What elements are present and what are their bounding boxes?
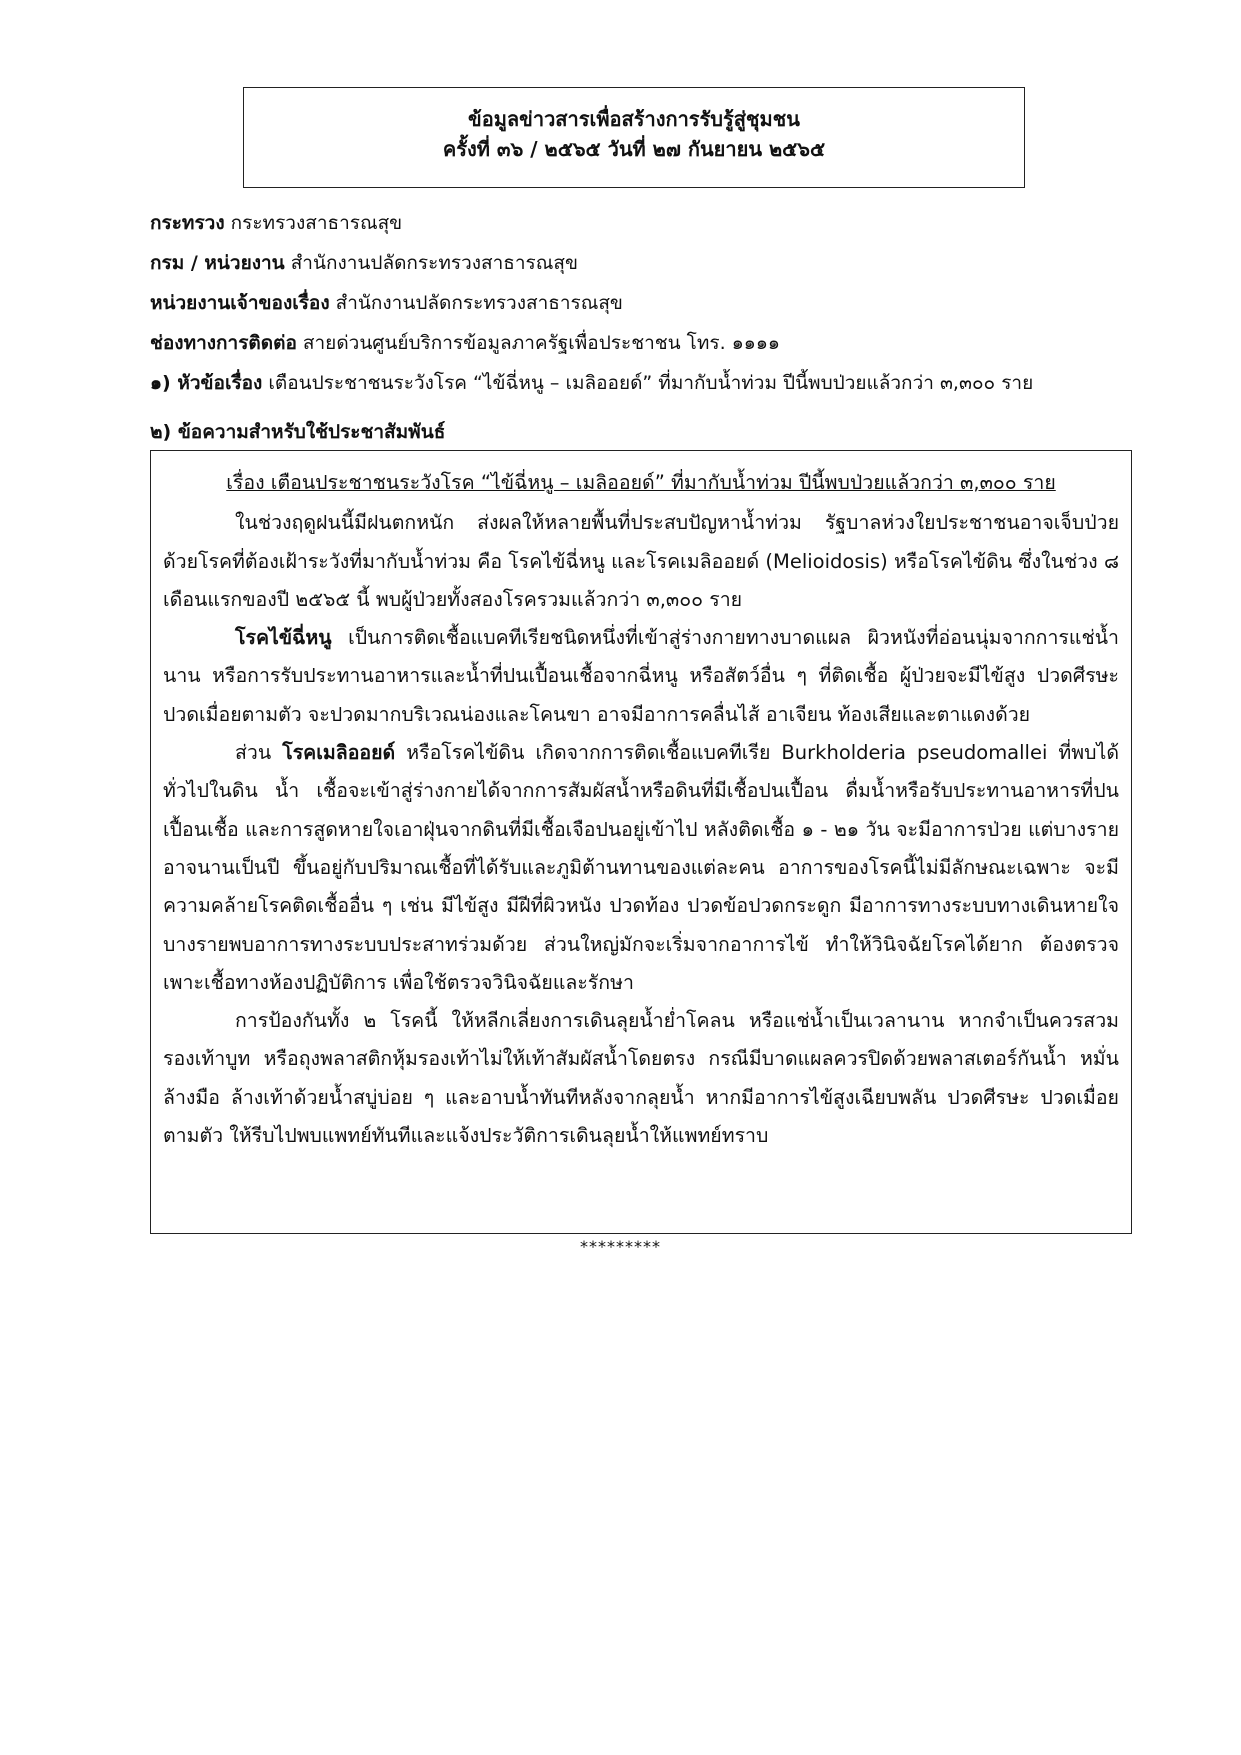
meta-contact-label: ช่องทางการติดต่อ [150, 332, 297, 354]
meta-owner-value: สำนักงานปลัดกระทรวงสาธารณสุข [329, 292, 623, 314]
meta-ministry-label: กระทรวง [150, 212, 225, 234]
meta-ministry [150, 203, 1130, 243]
paragraph-prevention: การป้องกันทั้ง ๒ โรคนี้ ให้หลีกเลี่ยงการเดินลุยน้ำย่ำโคลน หรือแช่น้ำเป็นเวลานาน หากจำเป็นควรสวมรองเท้าบูท หรือถุงพลาสติกหุ้มรองเท้าไม่ให้เท้าสัมผัสน้ำโดยตรง กรณีมีบาดแผลควรปิดด้วยพลาสเตอร์กันน้ำ หมั่นล้างมือ ล้างเท้าด้วยน้ำสบู่บ่อย ๆ และอาบน้ำทันทีหลังจากลุยน้ำ หากมีอาการไข้สูงเฉียบพลัน ปวดศีรษะ ปวดเมื่อยตามตัว ให้รีบไปพบแพทย์ทันทีและแจ้งประวัติการเดินลุยน้ำให้แพทย์ทราบ [163, 1009, 1119, 1148]
meta-owner-label: หน่วยงานเจ้าของเรื่อง [150, 292, 330, 314]
section-topic [150, 368, 1140, 398]
pr-content-title: เรื่อง เตือนประชาชนระวังโรค “ไข้ฉี่หนู – เมลิออยด์” ที่มากับน้ำท่วม ปีนี้พบป่วยแล้วกว่า ๓,๓๐๐ ราย [226, 471, 1056, 494]
pr-content-box [150, 450, 1132, 1234]
paragraph-leptospirosis [163, 619, 1119, 734]
paragraph-intro: ในช่วงฤดูฝนนี้มีฝนตกหนัก ส่งผลให้หลายพื้นที่ประสบปัญหาน้ำท่วม รัฐบาลห่วงใยประชาชนอาจเจ็บป่วยด้วยโรคที่ต้องเฝ้าระวังที่มากับน้ำท่วม คือ โรคไข้ฉี่หนู และโรคเมลิออยด์ (Melioidosis) หรือโรคไข้ดิน ซึ่งในช่วง ๘ เดือนแรกของปี ๒๕๖๕ นี้ พบผู้ป่วยทั้งสองโรครวมแล้วกว่า ๓,๓๐๐ ราย [163, 511, 1119, 611]
meta-ministry-value: กระทรวงสาธารณสุข [224, 212, 403, 234]
header-title: ข้อมูลข่าวสารเพื่อสร้างการรับรู้สู่ชุมชน [468, 107, 800, 131]
section-topic-label: ๑) หัวข้อเรื่อง [150, 372, 263, 394]
meta-contact [150, 323, 1130, 363]
end-marker: ********* [580, 1237, 661, 1256]
header-box [243, 87, 1025, 188]
melioidosis-term: โรคเมลิออยด์ [282, 741, 396, 765]
meta-block [150, 203, 1130, 363]
meta-department [150, 243, 1130, 283]
melioidosis-text: หรือโรคไข้ดิน เกิดจากการติดเชื้อแบคทีเรีย Burkholderia pseudomallei ที่พบได้ทั่วไปในดิน น้ำ เชื้อจะเข้าสู่ร่างกายได้จากการสัมผัสน้ำหรือดินที่มีเชื้อปนเปื้อน ดื่มน้ำหรือรับประทานอาหารที่ปนเปื้อนเชื้อ และการสูดหายใจเอาฝุ่นจากดินที่มีเชื้อเจือปนอยู่เข้าไป หลังติดเชื้อ ๑ - ๒๑ วัน จะมีอาการป่วย แต่บางรายอาจนานเป็นปี ขึ้นอยู่กับปริมาณเชื้อที่ได้รับและภูมิต้านทานของแต่ละคน อาการของโรคนี้ไม่มีลักษณะเฉพาะ จะมีความคล้ายโรคติดเชื้ออื่น ๆ เช่น มีไข้สูง มีฝีที่ผิวหนัง ปวดท้อง ปวดข้อปวดกระดูก มีอาการทางระบบทางเดินหายใจ บางรายพบอาการทางระบบประสาทร่วมด้วย ส่วนใหญ่มักจะเริ่มจากอาการไข้ ทำให้วินิจฉัยโรคได้ยาก ต้องตรวจเพาะเชื้อทางห้องปฏิบัติการ เพื่อใช้ตรวจวินิจฉัยและรักษา [163, 741, 1119, 994]
section-topic-value: เตือนประชาชนระวังโรค “ไข้ฉี่หนู – เมลิออยด์” ที่มากับน้ำท่วม ปีนี้พบป่วยแล้วกว่า ๓,๓๐๐ ราย [262, 372, 1034, 394]
section-pr-heading: ๒) ข้อความสำหรับใช้ประชาสัมพันธ์ [150, 421, 446, 443]
meta-department-label: กรม / หน่วยงาน [150, 252, 285, 274]
meta-department-value: สำนักงานปลัดกระทรวงสาธารณสุข [284, 252, 578, 274]
meta-contact-value: สายด่วนศูนย์บริการข้อมูลภาครัฐเพื่อประชาชน โทร. ๑๑๑๑ [296, 332, 780, 354]
melioidosis-prefix: ส่วน [235, 741, 283, 765]
meta-owner [150, 283, 1130, 323]
paragraph-melioidosis [163, 734, 1119, 1002]
leptospirosis-text: เป็นการติดเชื้อแบคทีเรียชนิดหนึ่งที่เข้าสู่ร่างกายทางบาดแผล ผิวหนังที่อ่อนนุ่มจากการแช่น้ำนาน หรือการรับประทานอาหารและน้ำที่ปนเปื้อนเชื้อจากฉี่หนู หรือสัตว์อื่น ๆ ที่ติดเชื้อ ผู้ป่วยจะมีไข้สูง ปวดศีรษะ ปวดเมื่อยตามตัว จะปวดมากบริเวณน่องและโคนขา อาจมีอาการคลื่นไส้ อาเจียน ท้องเสียและตาแดงด้วย [163, 626, 1119, 726]
header-issue-date: ครั้งที่ ๓๖ / ๒๕๖๕ วันที่ ๒๗ กันยายน ๒๕๖๕ [442, 137, 826, 161]
leptospirosis-term: โรคไข้ฉี่หนู [235, 626, 332, 650]
